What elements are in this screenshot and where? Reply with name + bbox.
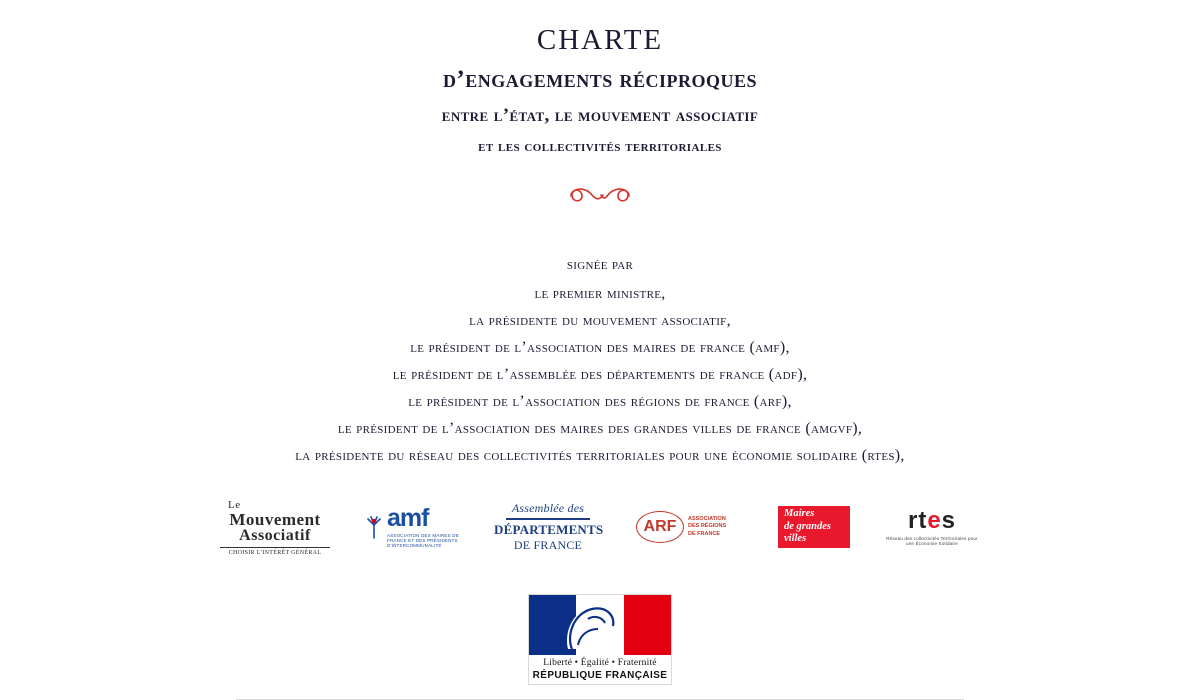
- rtes-letter-e: e: [927, 506, 942, 534]
- page-subtitle-1: d’engagements réciproques: [442, 66, 758, 94]
- adf-line-1: Assemblée des: [511, 501, 585, 516]
- document-title-block: [0, 0, 1200, 156]
- rtes-letter-t: t: [918, 506, 928, 534]
- amf-wordmark: amf: [387, 504, 429, 533]
- logo-amf: [364, 496, 460, 558]
- page-subtitle-3: et les collectivités territoriales: [478, 138, 722, 156]
- logos-row: [0, 494, 1200, 560]
- amgvf-line-1: Maires: [784, 507, 815, 519]
- lma-tagline: CHOISIR L’INTÉRÊT GÉNÉRAL: [220, 547, 330, 556]
- rtes-subtitle: Réseau des collectivités Territoriales pour une Économie Solidaire: [886, 535, 978, 546]
- signatories-intro: signée par: [566, 257, 634, 274]
- signatory-line: le président de l’association des régions de france (arf),: [408, 393, 792, 411]
- flourish-ornament: [0, 182, 1200, 222]
- lma-line-3: Associatif: [239, 526, 311, 544]
- signatory-line: le président de l’association des maires des grandes villes de france (amgvf),: [337, 420, 863, 438]
- rtes-letter-s: s: [941, 506, 957, 534]
- rtes-letter-r: r: [907, 506, 919, 534]
- amf-subtitle: ASSOCIATION DES MAIRES DE FRANCE ET DES PRÉSIDENTS D’INTERCOMMUNALITÉ: [387, 533, 459, 549]
- arf-sub-line-2: DES RÉGIONS: [688, 523, 727, 530]
- signatory-line: le président de l’assemblée des départements de france (adf),: [392, 366, 808, 384]
- page-title: charte: [536, 13, 664, 59]
- logo-arf: [636, 496, 744, 558]
- amgvf-line-2: de grandes: [784, 520, 831, 532]
- amf-figure-icon: [364, 514, 384, 540]
- signatories-block: [0, 258, 1200, 464]
- republique-francaise-block: [0, 594, 1200, 685]
- adf-line-3: DE FRANCE: [513, 538, 583, 553]
- logo-adf: [494, 496, 602, 558]
- signatory-line: la présidente du mouvement associatif,: [469, 312, 731, 330]
- signatory-line: le premier ministre,: [534, 285, 666, 303]
- rtes-wordmark: [884, 506, 980, 534]
- lma-line-2: Mouvement: [229, 509, 321, 529]
- adf-line-2: DÉPARTEMENTS: [494, 522, 604, 538]
- logo-rtes: [884, 496, 980, 558]
- arf-wordmark: ARF: [636, 511, 684, 543]
- signatory-line: la présidente du réseau des collectivités territoriales pour une économie solidaire (rtes),: [295, 447, 905, 465]
- amgvf-line-3: villes: [784, 533, 807, 545]
- logo-amgvf: [778, 496, 850, 558]
- republique-francaise-label: RÉPUBLIQUE FRANÇAISE: [532, 670, 668, 682]
- marianne-profile-icon: [558, 599, 624, 651]
- arf-sub-line-3: DE FRANCE: [688, 530, 721, 537]
- logo-le-mouvement-associatif: [220, 496, 330, 558]
- arf-sub-line-1: ASSOCIATION: [688, 515, 726, 522]
- page-subtitle-2: entre l’état, le mouvement associatif: [441, 105, 759, 127]
- devise-text: Liberté • Égalité • Fraternité: [543, 658, 657, 669]
- adf-divider: [506, 518, 590, 520]
- signatory-line: le président de l’association des maires de france (amf),: [410, 339, 790, 357]
- french-flag-icon: [529, 595, 671, 655]
- lma-line-1: Le: [228, 498, 241, 511]
